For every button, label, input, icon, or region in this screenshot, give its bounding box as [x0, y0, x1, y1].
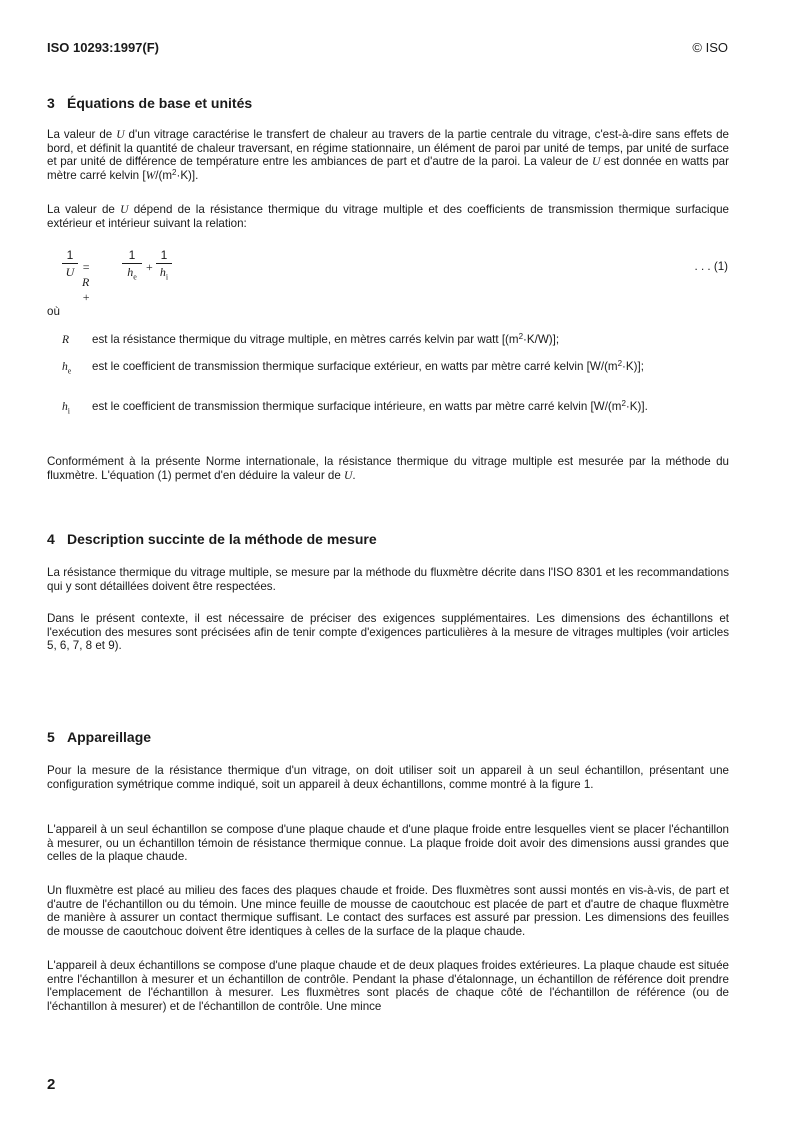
- section-5-paragraph-4: L'appareil à deux échantillons se compose d'une plaque chaude et de deux plaques froides extérieures. La plaque chaude est située entre l'échantillon à mesurer et un échantillon de contrôle. Pendant la phase d'étalonnage, un échantillon de référence doit prendre l'emplacement de l'échantillon à mesurer. Les fluxmètres sont placés de chaque côté de l'échantillon de référence (ou de l'échantillon à mesurer) et de l'échantillon de contrôle. Une mince: [47, 959, 729, 1013]
- definition-he: $h_e$ est le coefficient de transmission thermique surfacique extérieur, en watts par mètre carré kelvin $[W/(m^2\cdot K)]$;: [62, 359, 644, 376]
- variable-U: U: [591, 155, 601, 169]
- variable-U: U: [120, 203, 129, 216]
- variable-U: U: [116, 128, 125, 141]
- section-4-paragraph-1: La résistance thermique du vitrage multiple, se mesure par la méthode du fluxmètre décrite dans l'ISO 8301 et les recommandations qui y sont détaillées doivent être respectées.: [47, 566, 729, 593]
- page-number: 2: [47, 1076, 56, 1093]
- section-number: 4: [47, 531, 55, 547]
- variable-U: U: [344, 468, 353, 482]
- section-4-paragraph-2: Dans le présent contexte, il est nécessaire de préciser des exigences supplémentaires. Les dimensions des échantillons et l'exécution des mesures sont précisées afin de tenir compte d'exigences particulières à la mesure de vitrages multiples (voir articles 5, 6, 7, 8 et 9).: [47, 612, 729, 653]
- fraction-he: $\frac{1}{h_e}$: [122, 248, 142, 281]
- section-title: Équations de base et unités: [67, 95, 253, 111]
- section-5-paragraph-3: Un fluxmètre est placé au milieu des faces des plaques chaude et froide. Des fluxmètres sont aussi montés en vis-à-vis, de part et d'autre de l'échantillon ou du témoin. Une mince feuille de mousse de caoutchouc est placée de part et d'autre de chaque fluxmètre de manière à assurer un contact thermique suffisant. Le contact des surfaces est assuré par pression. Les dimensions des feuilles de mousse de caoutchouc doivent être identiques à celles de la surface de la plaque chaude.: [47, 884, 729, 938]
- fraction-lhs: $\frac{1}{U}$: [62, 248, 78, 280]
- section-4-heading: [47, 531, 377, 547]
- section-5-paragraph-1: Pour la mesure de la résistance thermique d'un vitrage, on doit utiliser soit un appareil à un seul échantillon, présentant une configuration symétrique comme indiqué, soit un appareil à deux échantillons, comme montré à la figure 1.: [47, 764, 729, 791]
- section-5-heading: [47, 729, 151, 745]
- section-title: Appareillage: [67, 729, 152, 745]
- fraction-hi: $\frac{1}{h_i}$: [156, 248, 172, 281]
- document-header-standard: ISO 10293:1997(F): [47, 40, 160, 55]
- section-title: Description succinte de la méthode de mesure: [67, 531, 377, 547]
- section-3-paragraph-3: Conformément à la présente Norme internationale, la résistance thermique du vitrage multiple est mesurée par la méthode du fluxmètre. L'équation (1) permet d'en déduire la valeur de U.: [47, 455, 729, 482]
- document-header-copyright: © ISO: [692, 40, 728, 55]
- plus-sign: +: [146, 260, 153, 274]
- section-5-paragraph-2: L'appareil à un seul échantillon se compose d'une plaque chaude et d'une plaque froide entre lesquelles vient se placer l'échantillon à mesurer, ou un échantillon témoin de résistance thermique connue. La plaque froide doit avoir des dimensions aussi grandes que celles de la plaque chaude.: [47, 823, 729, 864]
- section-3-heading: [47, 95, 252, 111]
- section-number: 5: [47, 729, 55, 745]
- section-3-paragraph-2: La valeur de U dépend de la résistance thermique du vitrage multiple et des coefficients de transmission thermique surfacique extérieur et intérieur suivant la relation:: [47, 203, 729, 230]
- equation-label: . . . (1): [694, 260, 728, 273]
- section-3-paragraph-1: La valeur de U d'un vitrage caractérise le transfert de chaleur au travers de la partie centrale du vitrage, c'est-à-dire sans effets de bord, et définit la quantité de chaleur traversant, en régime stationnaire, un élément de paroi par unité de temps, par unité de surface et par unité de différence de température entre les ambiances de part et d'autre de la paroi. La valeur de U est donnée en watts par mètre carré kelvin $[W/(m^2\cdot K)]$.: [47, 128, 729, 182]
- equals-R-plus: = R +: [82, 260, 91, 304]
- definition-R: R est la résistance thermique du vitrage multiple, en mètres carrés kelvin par watt $[(m^2\cdot K/W)]$;: [62, 332, 560, 346]
- where-label: où: [47, 305, 60, 318]
- section-number: 3: [47, 95, 55, 111]
- definition-hi: $h_i$ est le coefficient de transmission thermique surfacique intérieure, en watts par mètre carré kelvin $[W/(m^2\cdot K)]$.: [62, 399, 648, 416]
